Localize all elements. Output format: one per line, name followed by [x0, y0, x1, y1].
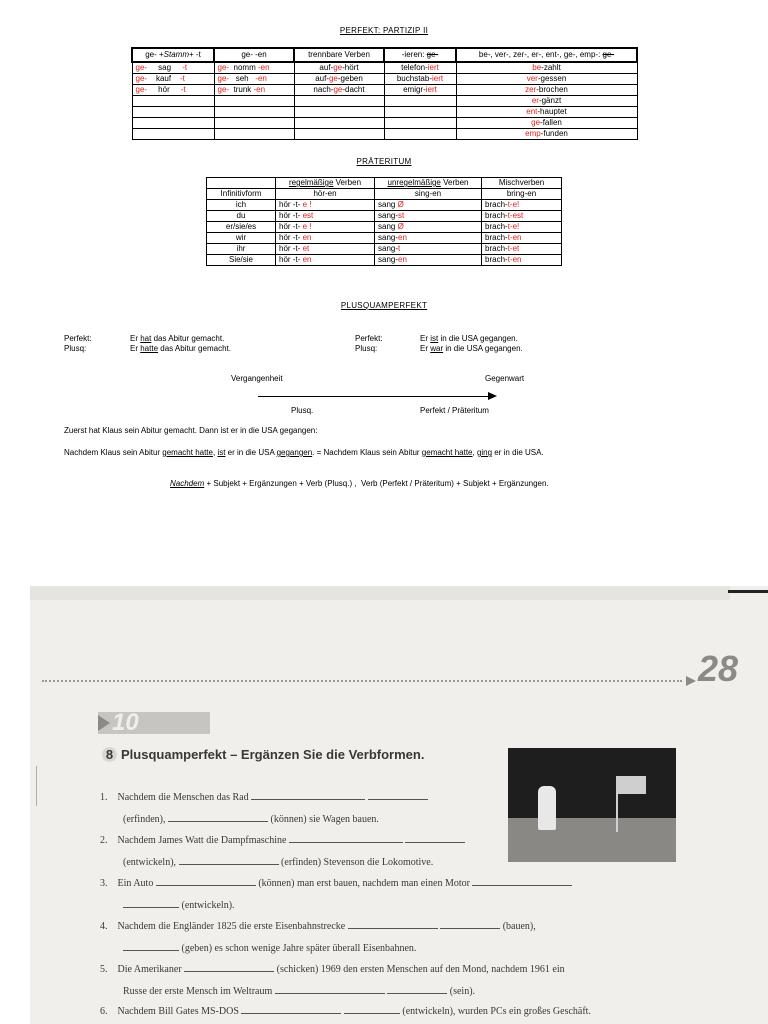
- margin-mark: [36, 766, 37, 806]
- perfekt-label: Perfekt:: [64, 334, 92, 343]
- answer-blank[interactable]: [348, 920, 438, 929]
- answer-blank[interactable]: [344, 1005, 400, 1014]
- exercise-item: 2. Nachdem James Watt die Dampfmaschine: [100, 834, 465, 846]
- answer-blank[interactable]: [179, 856, 279, 865]
- exercise-item-line: (erfinden), (können) sie Wagen bauen.: [123, 814, 379, 825]
- table-row: er/sie/es hör -t- e ! sang Ø brach-t-e!: [207, 222, 562, 233]
- exercise-item: 1. Nachdem die Menschen das Rad: [100, 791, 428, 803]
- table-row: er-gänzt: [132, 96, 637, 107]
- answer-blank[interactable]: [440, 920, 500, 929]
- table-header-row: [132, 48, 637, 62]
- answer-blank[interactable]: [275, 985, 385, 994]
- astronaut-figure: [538, 786, 556, 830]
- triangle-icon: [98, 715, 110, 731]
- table-header: be-, ver-, zer-, er-, ent-, ge-, emp-: ge-: [456, 48, 637, 62]
- table-header: regelmäßige Verben: [276, 178, 375, 189]
- table-row: du hör -t- est sang-st brach-t-est: [207, 211, 562, 222]
- formula: Nachdem + Subjekt + Ergänzungen + Verb (Plusq.) , Verb (Perfekt / Präteritum) + Subjekt + Ergänzungen.: [170, 479, 549, 488]
- answer-blank[interactable]: [241, 1005, 341, 1014]
- answer-blank[interactable]: [184, 963, 274, 972]
- table-row: ge- hör -t ge- trunk -en nach-ge-dacht emigr-iert zer-brochen: [132, 85, 637, 96]
- moon-landing-photo: [508, 748, 676, 862]
- plusq-axis-label: Plusq.: [291, 406, 314, 415]
- table-header-row: [207, 178, 562, 189]
- answer-blank[interactable]: [472, 877, 572, 886]
- unit-banner: 10: [98, 712, 210, 734]
- table-row: wir hör -t- en sang-en brach-t-en: [207, 233, 562, 244]
- table-row: emp-funden: [132, 129, 637, 140]
- exercise-item: 3. Ein Auto (können) man erst bauen, nachdem man einen Motor: [100, 877, 572, 889]
- perfekt-title: PERFEKT: PARTIZIP II: [339, 26, 429, 35]
- table-row: ich hör -t- e ! sang Ø brach-t-e!: [207, 200, 562, 211]
- plusquam-title: PLUSQUAMPERFEKT: [340, 301, 428, 310]
- exercise-item-line: (geben) es schon wenige Jahre später überall Eisenbahnen.: [123, 942, 416, 954]
- exercise-item-line: Russe der erste Mensch im Weltraum (sein).: [123, 986, 476, 997]
- example-plusq: Er war in die USA gegangen.: [420, 344, 523, 353]
- exercise-item: 6. Nachdem Bill Gates MS-DOS (entwickeln), wurden PCs ein großes Geschäft.: [100, 1006, 591, 1017]
- answer-blank[interactable]: [123, 899, 179, 908]
- page-number: 28: [698, 648, 739, 689]
- praeteritum-table: [206, 177, 562, 266]
- answer-blank[interactable]: [123, 942, 179, 951]
- exercise-item-line: (entwickeln).: [123, 899, 235, 911]
- praeteritum-title: PRÄTERITUM: [356, 157, 412, 166]
- answer-blank[interactable]: [156, 877, 256, 886]
- answer-blank[interactable]: [251, 791, 365, 800]
- table-row: ge-fallen: [132, 118, 637, 129]
- perfekt-label: Perfekt:: [355, 334, 383, 343]
- example-perfekt: Er ist in die USA gegangen.: [420, 334, 518, 343]
- arrowhead-icon: [488, 392, 497, 400]
- table-row: ge- kauf -t ge- seh -en auf-ge-geben buchstab-iert ver-gessen: [132, 74, 637, 85]
- page-header-band: [30, 586, 730, 600]
- page-edge: [728, 590, 768, 593]
- sentence-2: Nachdem Klaus sein Abitur gemacht hatte, ist er in die USA gegangen. = Nachdem Klaus sein Abitur gemacht hatte, ging er in die USA.: [64, 448, 544, 457]
- gegenwart-label: Gegenwart: [485, 374, 525, 383]
- exercise-item: 5. Die Amerikaner (schicken) 1969 den ersten Menschen auf den Mond, nachdem 1961 ein: [100, 964, 565, 975]
- plusq-label: Plusq:: [355, 344, 378, 353]
- table-header: Mischverben: [482, 178, 562, 189]
- example-plusq: Er hatte das Abitur gemacht.: [130, 344, 231, 353]
- plusq-label: Plusq:: [64, 344, 87, 353]
- answer-blank[interactable]: [168, 813, 268, 822]
- table-row: Infinitivform hör-en sing-en bring-en: [207, 189, 562, 200]
- scanned-workbook-page: [30, 586, 768, 1024]
- exercise-number: 8: [102, 747, 117, 762]
- dotted-rule: [42, 680, 682, 682]
- exercise-heading: 8 Plusquamperfekt – Ergänzen Sie die Verbformen.: [102, 747, 424, 762]
- table-header: unregelmäßige Verben: [375, 178, 482, 189]
- table-header: trennbare Verben: [294, 48, 384, 62]
- table-row: ent-hauptet: [132, 107, 637, 118]
- partizip-table: [131, 47, 638, 140]
- table-row: ge- sag -t ge- nomm -en auf-ge-hört telefon-iert be-zahlt: [132, 62, 637, 74]
- example-perfekt: Er hat das Abitur gemacht.: [130, 334, 225, 343]
- triangle-icon: [686, 676, 696, 686]
- timeline-arrow: [258, 396, 490, 397]
- flag-figure: [618, 776, 646, 794]
- answer-blank[interactable]: [289, 834, 403, 843]
- table-row: ihr hör -t- et sang-t brach-t-et: [207, 244, 562, 255]
- table-header: ge- -en: [214, 48, 294, 62]
- vergangenheit-label: Vergangenheit: [231, 374, 283, 383]
- table-header: -ieren: ge-: [384, 48, 456, 62]
- sentence-1: Zuerst hat Klaus sein Abitur gemacht. Dann ist er in die USA gegangen:: [64, 426, 318, 435]
- table-header: ge- +Stamm+ -t: [132, 48, 214, 62]
- exercise-item: 4. Nachdem die Engländer 1825 die erste Eisenbahnstrecke (bauen),: [100, 921, 536, 932]
- exercise-item-line: (entwickeln), (erfinden) Stevenson die Lokomotive.: [123, 857, 434, 868]
- answer-blank[interactable]: [368, 791, 428, 800]
- answer-blank[interactable]: [387, 985, 447, 994]
- answer-blank[interactable]: [405, 834, 465, 843]
- table-row: Sie/sie hör -t- en sang-en brach-t-en: [207, 255, 562, 266]
- perfekt-axis-label: Perfekt / Präteritum: [420, 406, 489, 415]
